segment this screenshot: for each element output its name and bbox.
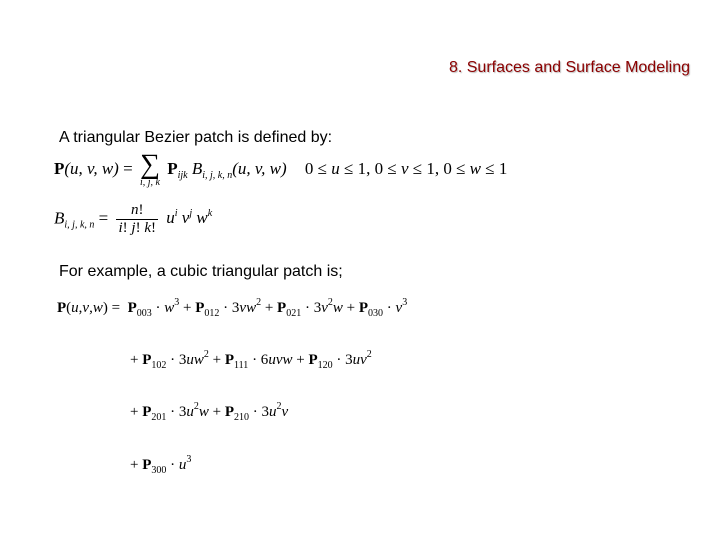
cubic-patch-line-3: + $P_{201} \cdot 3u^2w + P_{210} \cdot 3u^2v$	[130, 401, 289, 423]
summation-symbol: ∑ i, j, k	[139, 149, 160, 188]
cubic-patch-line-4: + $P_{300} \cdot u^3$	[130, 454, 192, 476]
intro-text-example: For example, a cubic triangular patch is;	[59, 263, 343, 280]
bernstein-basis-equation: $B_{i, j, k, n}$ = $\frac{n!}{i! j! k!}$ $u^i$ $v^j$ $w^k$	[54, 202, 213, 236]
bezier-patch-equation: P(u, v, w) = ∑ i, j, k $P_{ijk}$ $B_{i, j, k, n}(u$, v, w) 0 ≤ u ≤ 1, 0 ≤ v ≤ 1, 0 ≤ w ≤ 1	[54, 149, 508, 188]
slide-header-title: 8. Surfaces and Surface Modeling	[448, 59, 690, 76]
cubic-patch-line-2: + $P_{102} \cdot 3uw^2 + P_{111} \cdot 6uvw + P_{120} \cdot 3uv^2$	[130, 349, 372, 371]
basis-fraction: $\frac{n!}{i! j! k!}$	[118, 202, 156, 236]
intro-text-definition: A triangular Bezier patch is defined by:	[59, 129, 333, 146]
cubic-patch-line-1: $P(u,v,w) = P_{003} \cdot w^3 + P_{012} \cdot 3vw^2 + P_{021} \cdot 3v^2w + P_{030} \cdot v^3$	[57, 297, 408, 319]
